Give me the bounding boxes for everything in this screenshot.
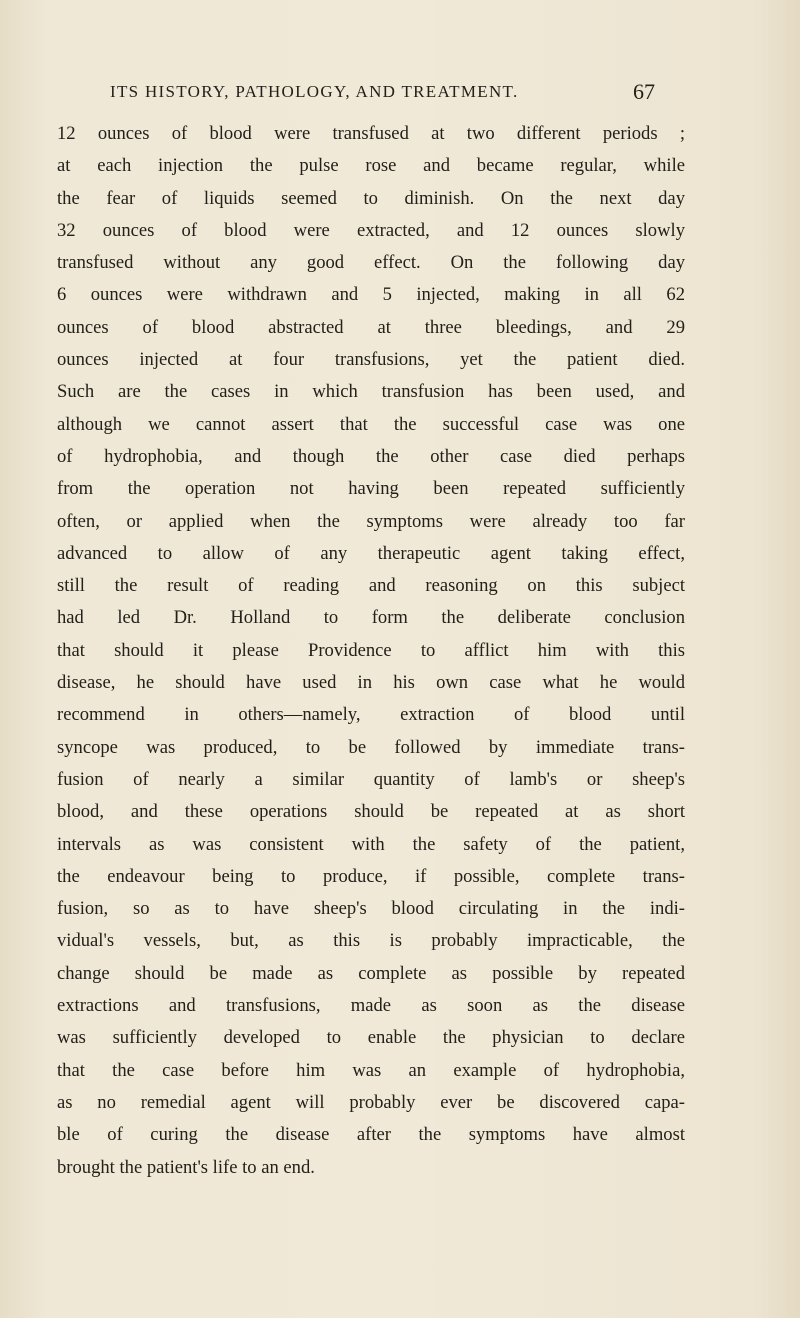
text-line: disease, he should have used in his own case what he would: [57, 672, 685, 694]
page-header: [110, 79, 655, 112]
body-paragraph: [57, 118, 685, 1184]
page-number: 67: [633, 79, 655, 104]
text-line: fusion, so as to have sheep's blood circulating in the indi-: [57, 898, 685, 920]
text-line: had led Dr. Holland to form the deliberate conclusion: [57, 607, 685, 629]
text-line: fusion of nearly a similar quantity of lamb's or sheep's: [57, 768, 685, 790]
text-line: Such are the cases in which transfusion has been used, and: [57, 381, 685, 403]
text-line: that the case before him was an example of hydrophobia,: [57, 1059, 685, 1081]
text-line: although we cannot assert that the successful case was one: [57, 413, 685, 435]
text-line: 12 ounces of blood were transfused at two different periods ;: [57, 123, 685, 144]
text-line: of hydrophobia, and though the other case died perhaps: [57, 445, 685, 467]
text-line: the fear of liquids seemed to diminish. On the next day: [57, 187, 685, 209]
text-line: often, or applied when the symptoms were already too far: [57, 510, 685, 532]
text-line: was sufficiently developed to enable the physician to declare: [57, 1027, 685, 1049]
text-line: blood, and these operations should be repeated at as short: [57, 801, 685, 823]
text-line: change should be made as complete as possible by repeated: [57, 962, 685, 984]
text-line: ounces of blood abstracted at three bleedings, and 29: [57, 316, 685, 338]
text-line: vidual's vessels, but, as this is probably impracticable, the: [57, 930, 685, 952]
text-line: ounces injected at four transfusions, yet the patient died.: [57, 349, 685, 371]
text-line: the endeavour being to produce, if possible, complete trans-: [57, 865, 685, 887]
text-line: ble of curing the disease after the symptoms have almost: [57, 1124, 685, 1146]
text-line: brought the patient's life to an end.: [57, 1156, 315, 1178]
text-line: 32 ounces of blood were extracted, and 12 ounces slowly: [57, 219, 685, 241]
text-line: transfused without any good effect. On the following day: [57, 252, 685, 274]
text-line: 6 ounces were withdrawn and 5 injected, making in all 62: [57, 284, 685, 306]
running-head: ITS HISTORY, PATHOLOGY, AND TREATMENT.: [110, 82, 519, 101]
text-line: extractions and transfusions, made as soon as the disease: [57, 995, 685, 1017]
text-line: recommend in others—namely, extraction of blood until: [57, 704, 685, 726]
text-line: as no remedial agent will probably ever be discovered capa-: [57, 1091, 685, 1113]
text-line: that should it please Providence to afflict him with this: [57, 639, 685, 661]
text-line: syncope was produced, to be followed by immediate trans-: [57, 736, 685, 758]
text-line: intervals as was consistent with the safety of the patient,: [57, 833, 685, 855]
text-line: still the result of reading and reasoning on this subject: [57, 575, 685, 597]
text-line: at each injection the pulse rose and became regular, while: [57, 155, 685, 177]
text-line: advanced to allow of any therapeutic agent taking effect,: [57, 542, 685, 564]
text-line: from the operation not having been repeated sufficiently: [57, 478, 685, 500]
